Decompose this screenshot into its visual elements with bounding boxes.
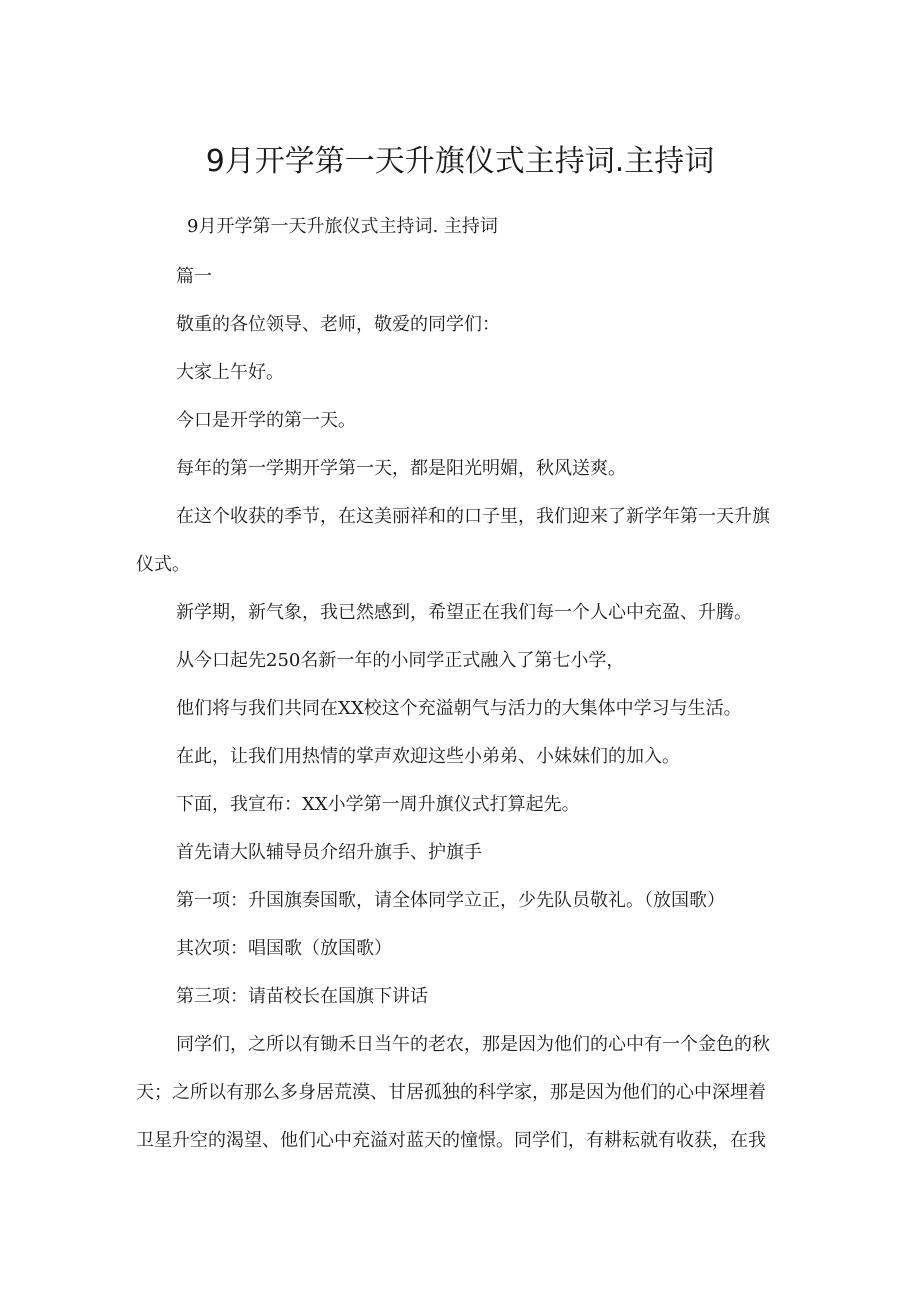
paragraph-announce: 下面，我宣布：XX小学第一周升旗仪式打算起先。 (176, 794, 580, 815)
paragraph-speech-line-2: 天；之所以有那么多身居荒漠、甘居孤独的科学家，那是因为他们的心中深埋着 (136, 1082, 766, 1103)
paragraph-item-two: 其次项：唱国歌（放国歌） (176, 938, 392, 959)
paragraph-new-students: 从今口起先250名新一年的小同学正式融入了第七小学， (176, 650, 625, 671)
paragraph-season (136, 503, 786, 599)
paragraph-new-term: 新学期，新气象，我已然感到，希望正在我们每一个人心中充盈、升腾。 (176, 602, 752, 623)
paragraph-speech-line-3: 卫星升空的渴望、他们心中充溢对蓝天的憧憬。同学们，有耕耘就有收获，在我 (136, 1130, 766, 1151)
paragraph-speech (136, 1031, 786, 1175)
document-subtitle: 9月开学第一天升旅仪式主持词. 主持词 (187, 216, 498, 237)
paragraph-item-one: 第一项：升国旗奏国歌，请全体同学立正，少先队员敬礼。（放国歌） (176, 890, 725, 911)
document-title: 9月开学第一天升旗仪式主持词.主持词 (205, 144, 715, 179)
paragraph-first-day: 今口是开学的第一天。 (176, 410, 356, 431)
paragraph-greeting: 敬重的各位领导、老师，敬爱的同学们： (176, 314, 500, 335)
paragraph-season-line-2: 仪式。 (136, 554, 190, 575)
paragraph-weather: 每年的第一学期开学第一天，都是阳光明媚，秋风送爽。 (176, 458, 626, 479)
paragraph-welcome: 在此，让我们用热情的掌声欢迎这些小弟弟、小妹妹们的加入。 (176, 746, 680, 767)
paragraph-speech-line-1: 同学们，之所以有锄禾日当午的老农，那是因为他们的心中有一个金色的秋 (176, 1034, 770, 1055)
paragraph-flag-bearers: 首先请大队辅导员介绍升旗手、护旗手 (176, 842, 482, 863)
paragraph-item-three: 第三项：请苗校长在国旗下讲话 (176, 986, 428, 1007)
paragraph-season-line-1: 在这个收获的季节，在这美丽祥和的口子里，我们迎来了新学年第一天升旗 (176, 506, 770, 527)
paragraph-good-morning: 大家上午好。 (176, 362, 284, 383)
paragraph-study-life: 他们将与我们共同在XX校这个充溢朝气与活力的大集体中学习与生活。 (176, 698, 742, 719)
section-heading: 篇一 (176, 266, 212, 287)
